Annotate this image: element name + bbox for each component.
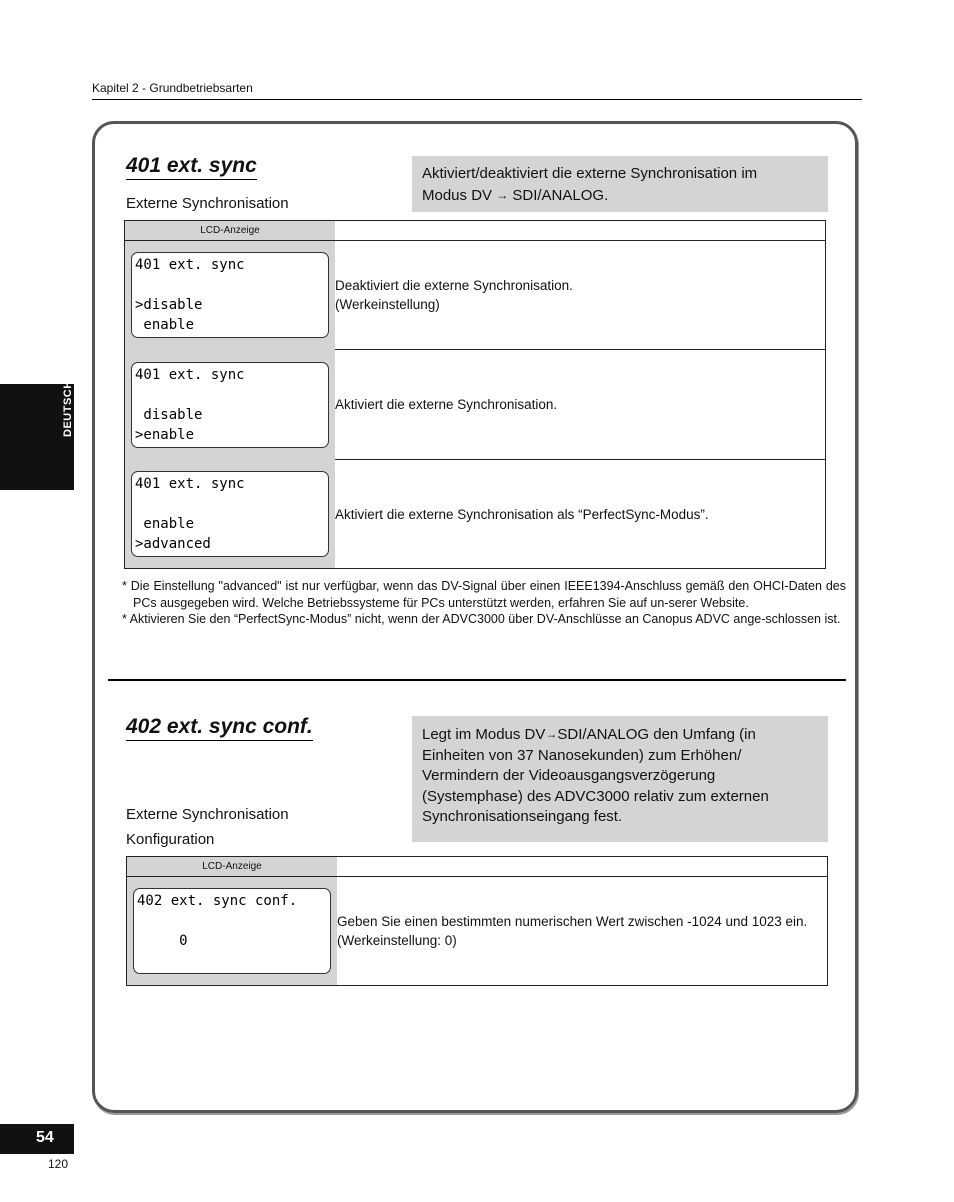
footnote: * Die Einstellung "advanced" ist nur verfügbar, wenn das DV-Signal über einen IEEE1394-Anschluss gemäß den OHCI-Daten des PCs ausgegeben wird. Welche Betriebssysteme für PCs unterstützt werden, erfahren Sie auf un-serer Website. — [122, 579, 846, 610]
lcd-screen: 402 ext. sync conf. 0 — [133, 888, 331, 974]
chapter-header: Kapitel 2 - Grundbetriebsarten — [92, 81, 253, 95]
lcd-column-header: LCD-Anzeige — [127, 857, 338, 877]
footnotes — [122, 578, 846, 628]
header-rule — [92, 99, 862, 100]
lcd-cell — [125, 460, 336, 569]
language-tab-label: DEUTSCH — [62, 380, 74, 437]
row-description: Deaktiviert die externe Synchronisation. (Werkeinstellung) — [335, 278, 573, 312]
section-402-subtitle: Externe Synchronisation Konfiguration — [126, 806, 289, 848]
footnote: * Aktivieren Sie den “PerfectSync-Modus” nicht, wenn der ADVC3000 über DV-Anschlüsse an Canopus ADVC ange-schlossen ist. — [122, 612, 841, 626]
lcd-screen: 401 ext. sync disable >enable — [131, 362, 329, 448]
section-401-table — [124, 220, 826, 569]
secondary-page-number: 120 — [48, 1157, 69, 1171]
lcd-cell — [125, 241, 336, 350]
page-number: 54 — [36, 1129, 54, 1146]
table-row — [127, 877, 828, 986]
section-401-title: 401 ext. sync — [126, 154, 257, 180]
row-description: Geben Sie einen bestimmten numerischen Wert zwischen -1024 und 1023 ein. (Werkeinstellung: 0) — [337, 914, 808, 948]
lcd-cell — [125, 350, 336, 460]
description-column-header — [335, 221, 826, 241]
table-row — [125, 350, 826, 460]
row-description: Aktiviert die externe Synchronisation. — [335, 350, 826, 460]
lcd-column-header: LCD-Anzeige — [125, 221, 336, 241]
section-402-title: 402 ext. sync conf. — [126, 715, 313, 741]
section-401-subtitle: Externe Synchronisation — [126, 195, 289, 212]
description-column-header — [337, 857, 828, 877]
section-402-table — [126, 856, 828, 986]
lcd-screen: 401 ext. sync enable >advanced — [131, 471, 329, 557]
section-401-description: Aktiviert/deaktiviert die externe Synchronisation im Modus DV → SDI/ANALOG. — [412, 156, 828, 212]
table-row — [125, 241, 826, 350]
arrow-icon: → — [545, 727, 558, 741]
section-divider — [108, 679, 846, 681]
table-row — [125, 460, 826, 569]
lcd-screen: 401 ext. sync >disable enable — [131, 252, 329, 338]
row-description: Aktiviert die externe Synchronisation als “PerfectSync-Modus”. — [335, 460, 826, 569]
section-402-description: Legt im Modus DV→SDI/ANALOG den Umfang (in Einheiten von 37 Nanosekunden) zum Erhöhen/ Vermindern der Videoausgangsverzögerung (Systemphase) des ADVC3000 relativ zum externen Synchronisationseingang fest. — [412, 716, 828, 842]
lcd-cell — [127, 877, 338, 986]
arrow-icon: → — [496, 187, 509, 202]
